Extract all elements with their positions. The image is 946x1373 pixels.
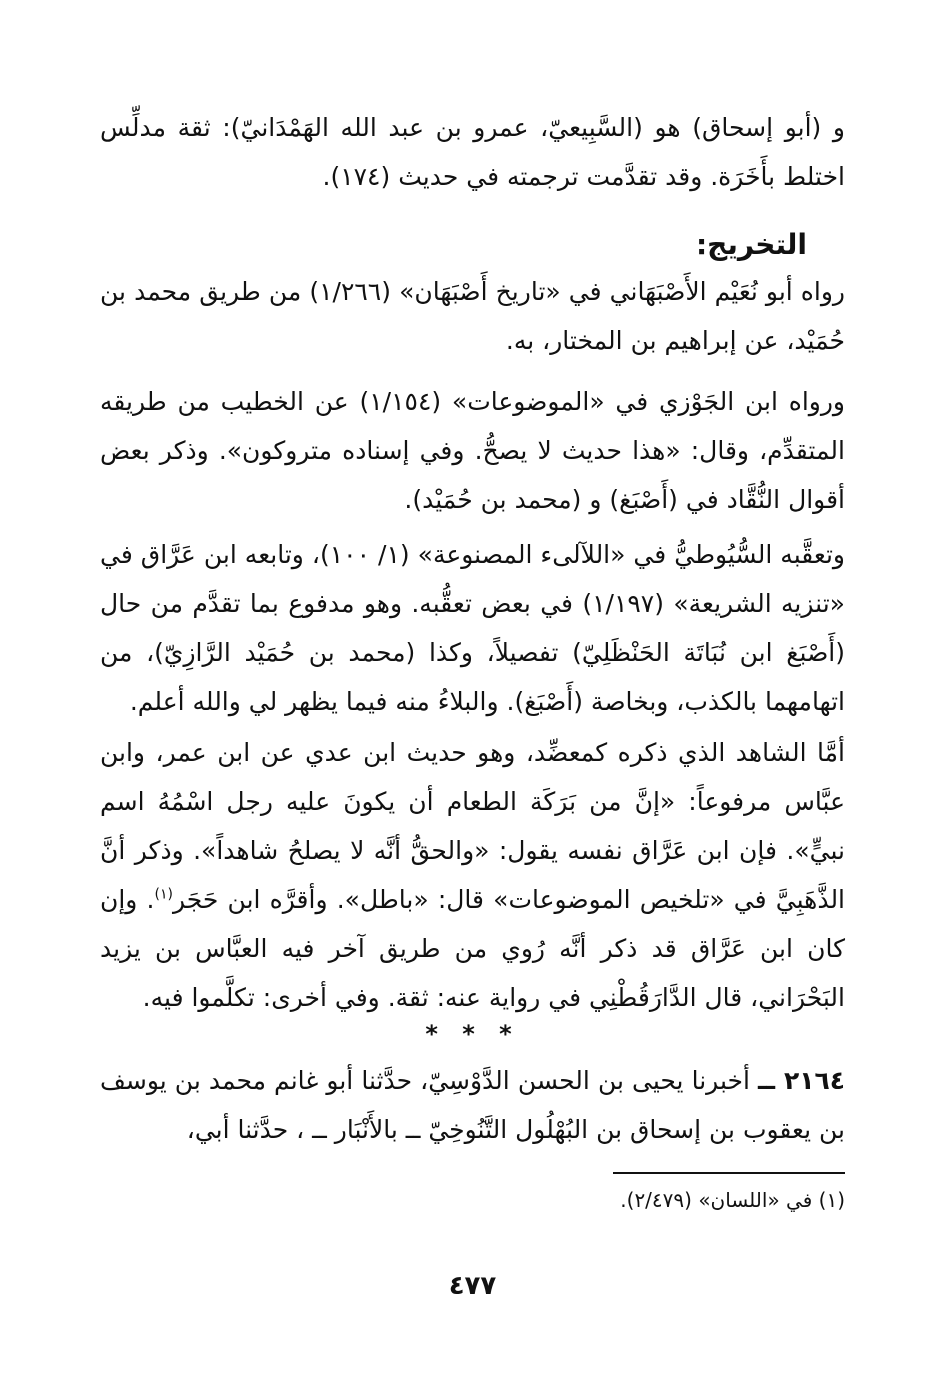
takhrij-paragraph-suyuti: وتعقَّبه السُّيُوطيُّ في «اللآلىء المصنوعة» (١/ ١٠٠)، وتابعه ابن عَرَّاق في «تنزيه الشريعة» (١/١٩٧) في بعض تعقُّبه. وهو مدفوع بما تقدَّم من حال (أَصْبَغ ابن نُبَاتَة الحَنْظَلِيّ) تفصيلاً، وكذا (محمد بن حُمَيْد الرَّازِيّ)، من اتهامهما بالكذب، وبخاصة (أَصْبَغ). والبلاءُ منه فيما يظهر لي والله أعلم. — [100, 540, 845, 716]
footnote-divider — [613, 1172, 845, 1174]
footnote: (١) في «اللسان» (٢/٤٧٩). — [620, 1188, 845, 1212]
hadith-paragraph — [100, 1056, 845, 1154]
narrator-note-paragraph: و (أبو إسحاق) هو (السَّبِيعيّ، عمرو بن عبد الله الهَمْدَانيّ): ثقة مدلِّس اختلط بأَخَرَة. وقد تقدَّمت ترجمته في حديث (١٧٤). — [100, 113, 845, 191]
hadith-number: ٢١٦٤ ــ — [758, 1066, 845, 1095]
shahid-text-part-2: . وإن كان ابن عَرَّاق قد ذكر أنَّه رُوي من طريق آخر فيه العبَّاس بن يزيد البَحْرَاني، قال الدَّارَقُطْنِي في رواية عنه: ثقة. وفي أخرى: تكلَّموا فيه. — [100, 885, 845, 1012]
page-number: ٤٧٧ — [448, 1271, 497, 1301]
shahid-paragraph — [100, 728, 845, 1022]
hadith-isnad-text: أخبرنا يحيى بن الحسن الدَّوْسِيّ، حدَّثنا أبو غانم محمد بن يوسف بن يعقوب بن إسحاق بن البُهْلُول التَّنُوخِيّ ــ بالأَنْبَار ــ ، حدَّثنا أبي، — [100, 1066, 845, 1144]
shahid-text-part-1: أمَّا الشاهد الذي ذكره كمعضِّد، وهو حديث ابن عدي عن ابن عمر، وابن عبَّاس مرفوعاً: «إنَّ من بَرَكَة الطعام أن يكونَ عليه رجل اسْمُهُ اسم نبيٍّ». فإن ابن عَرَّاق نفسه يقول: «والحقُّ أنَّه لا يصلحُ شاهداً». وذكر أنَّ الذَّهَبِيَّ في «تلخيص الموضوعات» قال: «باطل». وأقرَّه ابن حَجَر — [100, 738, 846, 914]
book-page — [100, 0, 845, 1373]
footnote-reference: (١) — [154, 886, 173, 903]
takhrij-heading: التخريج: — [695, 228, 807, 261]
takhrij-paragraph-ibn-jawzi: ورواه ابن الجَوْزي في «الموضوعات» (١/١٥٤) عن الخطيب من طريقه المتقدِّم، وقال: «هذا حديث لا يصحُّ. وفي إسناده متروكون». وذكر بعض أقوال النُّقَّاد في (أَصْبَغ) و (محمد بن حُمَيْد). — [100, 387, 845, 514]
takhrij-paragraph-abu-nuaim: رواه أبو نُعَيْم الأَصْبَهَاني في «تاريخ أَصْبَهَان» (١/٢٦٦) من طريق محمد بن حُمَيْد، عن إبراهيم بن المختار، به. — [100, 277, 846, 355]
section-separator: * * * — [425, 1020, 520, 1048]
